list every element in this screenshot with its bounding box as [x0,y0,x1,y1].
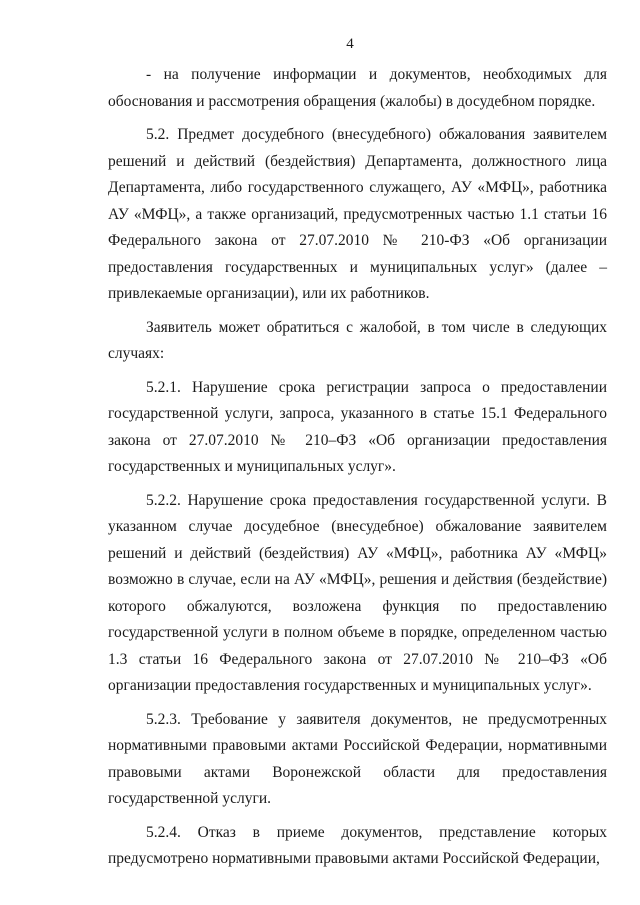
page-number: 4 [346,36,354,52]
paragraph-5-2: 5.2. Предмет досудебного (внесудебного) обжалования заявителем решений и действий (бездействия) Департамента, должностного лица Департамента, либо государственного служащего, АУ «МФЦ», работника АУ «МФЦ», а также организаций, предусмотренных частью 1.1 статьи 16 Федерального закона от 27.07.2010 № 210-ФЗ «Об организации предоставления государственных и муниципальных услуг» (далее – привлекаемые организации), или их работников. [108,126,607,302]
paragraph-5-2-3: 5.2.3. Требование у заявителя документов, не предусмотренных нормативными правовыми актами Российской Федерации, нормативными правовыми актами Воронежской области для предоставления государственной услуги. [108,710,607,807]
paragraph-5-2-1: 5.2.1. Нарушение срока регистрации запроса о предоставлении государственной услуги, запроса, указанного в статье 15.1 Федерального закона от 27.07.2010 № 210–ФЗ «Об организации предоставления государственных и муниципальных услуг». [108,378,607,475]
paragraph-complaint-cases: Заявитель может обратиться с жалобой, в том числе в следующих случаях: [108,318,607,362]
paragraph-5-2-2: 5.2.2. Нарушение срока предоставления государственной услуги. В указанном случае досудебное (внесудебное) обжалование заявителем решений и действий (бездействия) АУ «МФЦ», работника АУ «МФЦ» возможно в случае, если на АУ «МФЦ», решения и действия (бездействие) которого обжалуются, возложена функция по предоставлению государственной услуги в полном объеме в порядке, определенном частью 1.3 статьи 16 Федерального закона от 27.07.2010 № 210–ФЗ «Об организации предоставления государственных и муниципальных услуг». [108,491,607,694]
paragraph-5-2-4: 5.2.4. Отказ в приеме документов, представление которых предусмотрено нормативными правовыми актами Российской Федерации, [108,823,607,867]
document-body [108,62,607,880]
paragraph-information-documents: - на получение информации и документов, необходимых для обоснования и рассмотрения обращения (жалобы) в досудебном порядке. [108,66,607,110]
